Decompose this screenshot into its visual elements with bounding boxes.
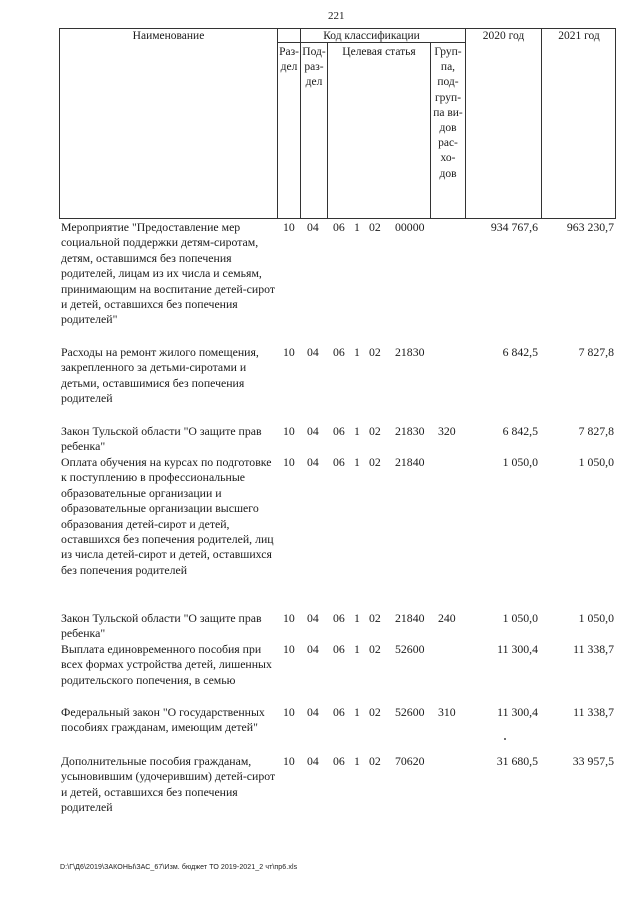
header-year-2021: 2021 год <box>558 30 600 42</box>
row-2020: 6 842,5 <box>502 345 538 359</box>
row-cs3: 02 <box>369 455 381 469</box>
row-cs2: 1 <box>354 642 360 656</box>
row-cs2: 1 <box>354 611 360 625</box>
header-year-2020: 2020 год <box>482 30 525 42</box>
row-podrazdel: 04 <box>307 220 319 234</box>
row-cs4: 52600 <box>395 705 425 719</box>
row-name: Закон Тульской области "О защите прав ребенка" <box>61 424 262 454</box>
row-name: Выплата единовременного пособия при всех формах устройства детей, лишенных родительского попечения, в семью <box>61 642 272 687</box>
row-razdel: 10 <box>283 424 295 438</box>
row-razdel: 10 <box>283 220 295 234</box>
row-cs4: 21840 <box>395 455 425 469</box>
row-cs2: 1 <box>354 455 360 469</box>
row-cs4: 00000 <box>395 220 425 234</box>
row-podrazdel: 04 <box>307 705 319 719</box>
row-cs4: 21830 <box>395 345 425 359</box>
row-2020: 31 680,5 <box>496 754 538 768</box>
row-podrazdel: 04 <box>307 424 319 438</box>
header-podrazdel: Под- раз- дел <box>302 46 326 89</box>
row-name: Оплата обучения на курсах по подготовке к поступлению в профессиональные образовательные организации и образовательные организации высшего образования детей-сирот и детей, оставшихся без попечения родителей, лиц из числа детей-сирот и детей, оставшихся без попечения родителей <box>61 455 274 577</box>
row-cs2: 1 <box>354 754 360 768</box>
row-cs3: 02 <box>369 424 381 438</box>
row-2021: 33 957,5 <box>572 754 614 768</box>
row-podrazdel: 04 <box>307 345 319 359</box>
row-cs2: 1 <box>354 705 360 719</box>
row-razdel: 10 <box>283 642 295 656</box>
row-cs4: 21830 <box>395 424 425 438</box>
row-cs1: 06 <box>333 220 345 234</box>
row-razdel: 10 <box>283 455 295 469</box>
row-podrazdel: 04 <box>307 642 319 656</box>
row-razdel: 10 <box>283 611 295 625</box>
header-name: Наименование <box>132 30 205 42</box>
row-name: Федеральный закон "О государственных пособиях гражданам, имеющим детей" <box>61 705 265 735</box>
row-cs3: 02 <box>369 345 381 359</box>
header-razdel: Раз- дел <box>279 46 299 74</box>
row-name: Дополнительные пособия гражданам, усыновившим (удочерившим) детей-сирот и детей, оставшихся без попечения родителей <box>61 754 276 815</box>
row-cs1: 06 <box>333 455 345 469</box>
row-name: Расходы на ремонт жилого помещения, закрепленного за детьми-сиротами и детьми, оставшимися без попечения родителей <box>61 345 259 406</box>
row-2021: 11 338,7 <box>573 705 614 719</box>
row-cs1: 06 <box>333 754 345 768</box>
row-cs2: 1 <box>354 345 360 359</box>
row-2021: 1 050,0 <box>578 455 614 469</box>
row-gruppa: 310 <box>438 705 456 719</box>
row-2020: 11 300,4 <box>497 705 538 719</box>
row-gruppa: 240 <box>438 611 456 625</box>
file-path-footer: D:\Г\Д6\2019\ЗАКОНЫ\ЗАС_67\Изм. бюджет ТО 2019-2021_2 чт\пр6.xls <box>60 864 298 871</box>
row-cs2: 1 <box>354 424 360 438</box>
row-podrazdel: 04 <box>307 754 319 768</box>
row-cs4: 21840 <box>395 611 425 625</box>
header-divider <box>465 28 466 218</box>
row-2021: 963 230,7 <box>566 220 614 234</box>
row-2020: 1 050,0 <box>502 611 538 625</box>
row-2021: 7 827,8 <box>578 424 614 438</box>
row-cs4: 70620 <box>395 754 425 768</box>
row-cs3: 02 <box>369 754 381 768</box>
header-gruppa: Груп- па, под- груп- па ви- дов рас- хо- дов <box>433 46 463 180</box>
row-cs2: 1 <box>354 220 360 234</box>
row-razdel: 10 <box>283 754 295 768</box>
row-2021: 1 050,0 <box>578 611 614 625</box>
row-name: Мероприятие "Предоставление мер социальной поддержки детям-сиротам, детям, оставшимся без попечения родителей, лицам из их числа и семьям, принимающим на воспитание детей-сирот и детей, оставшихся без попечения родителей" <box>61 220 276 327</box>
header-celevaya: Целевая статья <box>342 46 416 58</box>
row-2020: 934 767,6 <box>490 220 538 234</box>
header-divider <box>541 28 542 218</box>
row-2020: 6 842,5 <box>502 424 538 438</box>
row-cs1: 06 <box>333 642 345 656</box>
row-cs1: 06 <box>333 705 345 719</box>
row-podrazdel: 04 <box>307 611 319 625</box>
header-code-group: Код классификации <box>323 30 420 42</box>
row-2021: 7 827,8 <box>578 345 614 359</box>
row-cs1: 06 <box>333 424 345 438</box>
row-cs1: 06 <box>333 611 345 625</box>
row-name: Закон Тульской области "О защите прав ребенка" <box>61 611 262 641</box>
row-cs3: 02 <box>369 220 381 234</box>
row-cs4: 52600 <box>395 642 425 656</box>
header-divider <box>327 42 328 218</box>
row-cs3: 02 <box>369 705 381 719</box>
row-razdel: 10 <box>283 705 295 719</box>
row-podrazdel: 04 <box>307 455 319 469</box>
row-cs3: 02 <box>369 642 381 656</box>
row-2020: 1 050,0 <box>502 455 538 469</box>
row-2021: 11 338,7 <box>573 642 614 656</box>
row-cs1: 06 <box>333 345 345 359</box>
scan-speck <box>504 738 506 740</box>
row-razdel: 10 <box>283 345 295 359</box>
page-number: 221 <box>328 10 345 22</box>
row-cs3: 02 <box>369 611 381 625</box>
row-2020: 11 300,4 <box>497 642 538 656</box>
row-gruppa: 320 <box>438 424 456 438</box>
